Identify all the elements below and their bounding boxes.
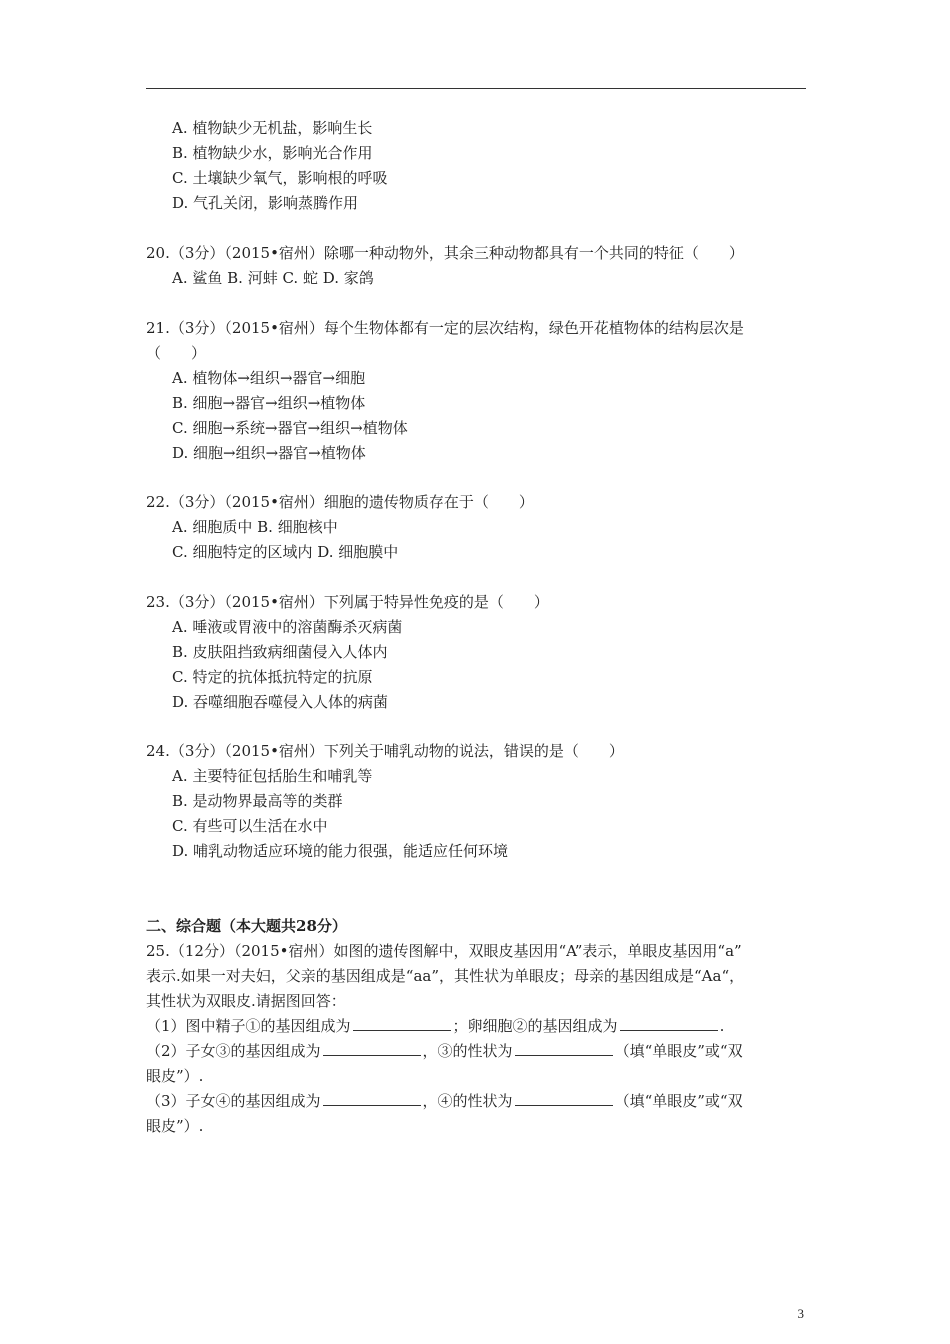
q22-options-ab: A. 细胞质中 B. 细胞核中	[172, 518, 338, 536]
q25-intro-line2: 表示.如果一对夫妇，父亲的基因组成是“aa”，其性状为单眼皮；母亲的基因组成是“Aa“，	[146, 967, 745, 985]
q25-part2	[146, 1041, 743, 1061]
q23-stem: 23.（3分）（2015•宿州）下列属于特异性免疫的是（ ）	[146, 593, 549, 611]
page-number: 3	[797, 1306, 804, 1321]
q24-option-c: C. 有些可以生活在水中	[172, 817, 328, 835]
q21-option-d: D. 细胞→组织→器官→植物体	[172, 444, 366, 462]
child3-trait-blank[interactable]	[515, 1041, 613, 1056]
q24-option-d: D. 哺乳动物适应环境的能力很强，能适应任何环境	[172, 842, 509, 860]
q25-part1	[146, 1016, 724, 1036]
q21-stem-cont: （ ）	[146, 344, 207, 362]
q19-option-b: B. 植物缺少水，影响光合作用	[172, 144, 373, 162]
q25-part3-text-b: ，④的性状为	[422, 1092, 513, 1110]
q21-option-a: A. 植物体→组织→器官→细胞	[172, 369, 366, 387]
q25-intro-line3: 其性状为双眼皮.请据图回答：	[146, 992, 346, 1010]
q21-option-c: C. 细胞→系统→器官→组织→植物体	[172, 419, 408, 437]
q25-part1-text-a: （1）图中精子①的基因组成为	[146, 1017, 351, 1035]
q25-part3-text-c: （填“单眼皮”或“双	[614, 1092, 743, 1110]
q25-part1-text-b: ；卵细胞②的基因组成为	[452, 1017, 618, 1035]
q20-options: A. 鲨鱼 B. 河蚌 C. 蛇 D. 家鸽	[172, 269, 374, 287]
q25-part2-text-c: （填“单眼皮”或“双	[614, 1042, 743, 1060]
q25-part2-text-b: ，③的性状为	[422, 1042, 513, 1060]
q19-option-a: A. 植物缺少无机盐，影响生长	[172, 119, 373, 137]
q24-option-b: B. 是动物界最高等的类群	[172, 792, 343, 810]
q23-option-b: B. 皮肤阻挡致病细菌侵入人体内	[172, 643, 388, 661]
q21-stem: 21.（3分）（2015•宿州）每个生物体都有一定的层次结构，绿色开花植物体的结构层次是	[146, 319, 744, 337]
q25-part3-cont: 眼皮”）.	[146, 1117, 204, 1135]
q19-option-d: D. 气孔关闭，影响蒸腾作用	[172, 194, 359, 212]
child4-genotype-blank[interactable]	[323, 1091, 421, 1106]
q23-option-c: C. 特定的抗体抵抗特定的抗原	[172, 668, 373, 686]
q23-option-a: A. 唾液或胃液中的溶菌酶杀灭病菌	[172, 618, 403, 636]
q23-option-d: D. 吞噬细胞吞噬侵入人体的病菌	[172, 693, 389, 711]
sperm-genotype-blank[interactable]	[353, 1016, 451, 1031]
q25-part3-text-a: （3）子女④的基因组成为	[146, 1092, 321, 1110]
q25-part2-cont: 眼皮”）.	[146, 1067, 204, 1085]
q22-stem: 22.（3分）（2015•宿州）细胞的遗传物质存在于（ ）	[146, 493, 534, 511]
child4-trait-blank[interactable]	[515, 1091, 613, 1106]
q21-option-b: B. 细胞→器官→组织→植物体	[172, 394, 366, 412]
q25-part3	[146, 1091, 743, 1111]
q25-part2-text-a: （2）子女③的基因组成为	[146, 1042, 321, 1060]
q25-part1-text-c: .	[719, 1017, 725, 1035]
q25-intro-line1: 25.（12分）（2015•宿州）如图的遗传图解中，双眼皮基因用“A”表示，单眼皮基因用“a”	[146, 942, 742, 960]
header-rule	[146, 88, 806, 89]
section-heading: 二、综合题（本大题共28分）	[146, 917, 347, 935]
q22-options-cd: C. 细胞特定的区域内 D. 细胞膜中	[172, 543, 399, 561]
q19-option-c: C. 土壤缺少氧气，影响根的呼吸	[172, 169, 388, 187]
egg-genotype-blank[interactable]	[620, 1016, 718, 1031]
q20-stem: 20.（3分）（2015•宿州）除哪一种动物外，其余三种动物都具有一个共同的特征（ ）	[146, 244, 744, 262]
child3-genotype-blank[interactable]	[323, 1041, 421, 1056]
q24-stem: 24.（3分）（2015•宿州）下列关于哺乳动物的说法，错误的是（ ）	[146, 742, 624, 760]
q24-option-a: A. 主要特征包括胎生和哺乳等	[172, 767, 373, 785]
